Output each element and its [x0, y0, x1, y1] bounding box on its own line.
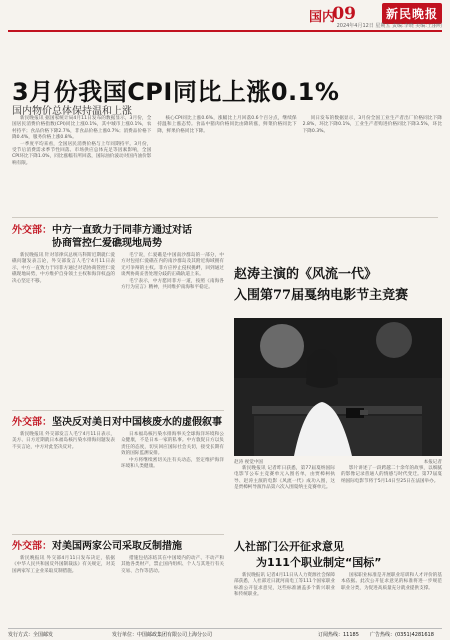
newspaper-logo: 新民晚报 [382, 3, 442, 24]
footer-distribution: 发行方式：全国邮发 [8, 632, 54, 638]
article-col-1 [12, 253, 115, 291]
article-col-1 [234, 573, 335, 599]
footer-publisher: 发行单位：中国邮政集团有限公司上海分公司 [112, 632, 213, 638]
photo-illustration [234, 318, 442, 456]
article-title [12, 416, 224, 429]
article-col-1 [12, 432, 115, 470]
page-number: 09 [332, 4, 356, 24]
lead-article-body [12, 116, 442, 167]
article-title [12, 540, 224, 553]
photo-caption-left: 赵涛 视觉中国 [234, 460, 264, 465]
article-col-2 [341, 573, 442, 599]
lead-headline: 3月份我国CPI同比上涨0.1% [12, 78, 340, 106]
article-countermeasures [12, 540, 224, 575]
footer-subscription: 订阅热线：11185 [318, 632, 359, 638]
article-col-1 [12, 556, 115, 575]
film-col-2 [341, 466, 442, 492]
lead-paragraph: 核心CPI同比上涨0.6%，涨幅比上月回落0.6个百分点，继续保持温和上涨态势。食品中猪肉价格同比由降转涨，鲜菜价格同比下降，鲜果价格同比下降。 [157, 116, 297, 134]
lead-col-2 [157, 116, 296, 167]
film-col-1 [234, 466, 335, 492]
film-paragraph: 影片讲述了一段跨越二十余年的故事，以细腻的影像记录普通人的情感与时代变迁。第77届戛纳国际电影节将于5月14日至25日在法国举办。 [341, 466, 442, 484]
left-divider-1 [12, 410, 224, 411]
article-paragraph: 日本福岛核污染水排海事关全球海洋环境和公众健康，不是日本一家的私事。中方敦促日方以负责任的态度，切实回应国际社会关切，接受长期有效的国际监测安排。 [121, 432, 224, 457]
article-paragraph: 国家职业标准是开展职业培训和人才评价的基本依据。此次公开征求意见的标准将进一步规范职业分类，为促进高质量充分就业提供支撑。 [341, 573, 442, 591]
news-photo-actress [234, 318, 442, 456]
article-body [12, 556, 224, 575]
article-body [12, 253, 224, 291]
article-kicker: 外交部： [12, 417, 52, 428]
article-title-line-2: 为111个职业制定“国标” [256, 556, 382, 569]
article-col-2 [121, 253, 224, 291]
article-vocational-standards [234, 538, 442, 599]
page-header [0, 0, 450, 32]
article-body [12, 432, 224, 470]
photo-caption-right: 本报记者 [423, 460, 442, 465]
photo-caption [234, 459, 442, 465]
lead-paragraph: 新民晚报讯 据国家统计局4月11日发布的数据显示，3月份，全国居民消费价格指数(CPI)同比上涨0.1%，其中城市上涨0.1%，农村持平；食品价格下降2.7%，非食品价格上涨0.7%；消费品价格下降0.4%，服务价格上涨0.8%。 [12, 116, 152, 141]
left-divider-2 [12, 534, 224, 535]
header-rule [8, 30, 442, 32]
article-paragraph: 毛宁说，仁爱礁是中国南沙群岛的一部分，中方对包括仁爱礁在内的南沙群岛及其附近海域拥有无可争辩的主权。菲方应停止侵权挑衅，回到通过谈判协商妥善处理分歧的正确轨道上来。 [121, 253, 224, 278]
lead-paragraph: 一季度平均来看，全国居民消费价格与上年同期持平。3月份，受节后消费需求季节性回落、市场供应总体充足等因素影响，全国CPI环比下降1.0%，同比涨幅有所回落，国际油价波动对国内油价影响有限。 [12, 141, 152, 166]
article-kicker: 外交部： [12, 541, 52, 552]
article-title [234, 538, 442, 570]
lead-col-3 [303, 116, 442, 167]
article-title-text: 中方一直致力于同菲方通过对话 [52, 225, 192, 236]
article-paragraph: 新民晚报讯 记者4月11日从人力资源社会保障部获悉，人社部近日就河南电工等111个国家职业标准公开征求意见，这些标准涵盖多个新兴职业和传统职业。 [234, 573, 335, 598]
article-col-2 [121, 556, 224, 575]
article-nuclear-water [12, 416, 224, 470]
article-col-2 [121, 432, 224, 470]
section-name: 国内 [308, 10, 335, 25]
page-footer [8, 628, 442, 639]
article-title-line-2: 协商管控仁爱礁现地局势 [52, 238, 162, 249]
article-paragraph: 新民晚报讯 针对菲律宾总统马科斯近期就仁爱礁问题发表言论，外交部发言人毛宁4月11日表示，中方一直致力于同菲方通过对话协商管控仁爱礁现地局势，中方维护自身领土主权和海洋权益的决心坚定不移。 [12, 253, 115, 284]
article-body [234, 573, 442, 599]
article-paragraph: 毛宁表示，中方愿同菲方一道，按照《南海各方行为宣言》精神，共同维护南海和平稳定。 [121, 278, 224, 291]
date-line: 2024年4月12日 星期五 责编:李晓 美编:王丽明 [336, 23, 442, 29]
article-title-text: 对美国两家公司采取反制措施 [52, 541, 182, 552]
article-title-line-1 [12, 224, 224, 237]
article-paragraph: 新民晚报讯 外交部发言人毛宁4月11日表示，美方、日方近期就日本福岛核污染水排海问题发表不实言论，中方对此坚决反对。 [12, 432, 115, 450]
article-kicker: 外交部： [12, 225, 52, 236]
film-headline [234, 263, 442, 303]
film-article-body [234, 466, 442, 492]
lead-col-1 [12, 116, 151, 167]
lead-subheadline: 国内物价总体保持温和上涨 [12, 106, 132, 117]
article-paragraph: 新民晚报讯 外交部4月11日发布决定，依据《中华人民共和国反外国制裁法》有关规定，对美国两家军工企业采取反制措施。 [12, 556, 115, 574]
article-paragraph: 措施包括冻结其在中国境内的动产、不动产和其他各类财产，禁止国内组织、个人与其进行有关交易、合作等活动。 [121, 556, 224, 574]
article-title-text: 坚决反对美日对中国核废水的虚假叙事 [52, 417, 222, 428]
footer-ad-hotline: 广告热线：(0351)4281618 [370, 632, 434, 638]
film-title-line-2: 入围第77届戛纳电影节主竞赛 [234, 288, 409, 303]
section-divider [12, 217, 438, 218]
lead-paragraph: 同日发布的数据显示，3月份全国工业生产者出厂价格同比下降2.8%，环比下降0.1%，工业生产者购进价格同比下降3.5%，环比下降0.3%。 [302, 116, 442, 134]
article-paragraph: 中方将继续密切关注有关动态，坚定维护海洋环境和人类健康。 [121, 457, 224, 470]
film-paragraph: 新民晚报讯 记者昨日获悉，第77届戛纳国际电影节公布主竞赛单元入围名单，由贾樟柯执导、赵涛主演的电影《风流一代》成功入围，这是贾樟柯导演作品第六次入围戛纳主竞赛单元。 [234, 466, 335, 491]
article-title-line-1: 人社部门公开征求意见 [234, 540, 344, 553]
film-title-line-1: 赵涛主演的《风流一代》 [234, 267, 378, 282]
article-south-china-sea [12, 224, 224, 291]
